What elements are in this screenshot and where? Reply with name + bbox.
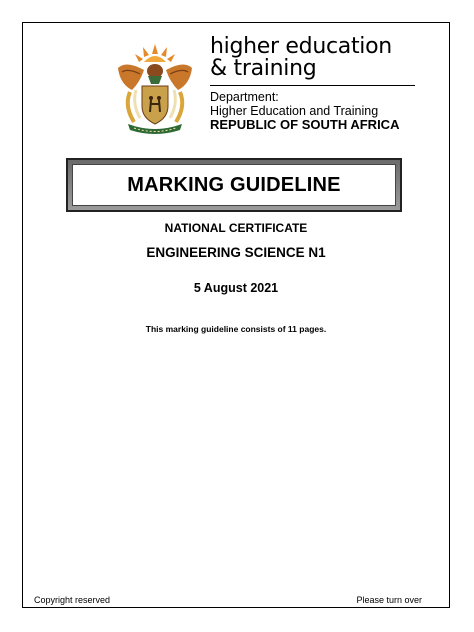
coat-of-arms-icon	[110, 38, 200, 138]
copyright-text: Copyright reserved	[34, 595, 111, 605]
pages-note: This marking guideline consists of 11 pages.	[145, 324, 327, 334]
dept-name: Higher Education and Training	[210, 104, 379, 118]
subject-title: ENGINEERING SCIENCE N1	[146, 245, 326, 260]
exam-date: 5 August 2021	[193, 281, 279, 295]
dept-country: REPUBLIC OF SOUTH AFRICA	[210, 117, 400, 132]
department-brand	[210, 36, 420, 132]
certificate-label: NATIONAL CERTIFICATE	[164, 221, 308, 235]
dept-label: Department:	[210, 90, 279, 104]
brand-line-1: higher education	[210, 34, 392, 59]
title-inner	[72, 164, 396, 206]
title-frame	[66, 158, 402, 212]
brand-divider	[210, 85, 415, 86]
brand-line-2: & training	[210, 56, 317, 81]
turn-over-text: Please turn over	[356, 595, 422, 605]
page-title: MARKING GUIDELINE	[127, 173, 341, 196]
